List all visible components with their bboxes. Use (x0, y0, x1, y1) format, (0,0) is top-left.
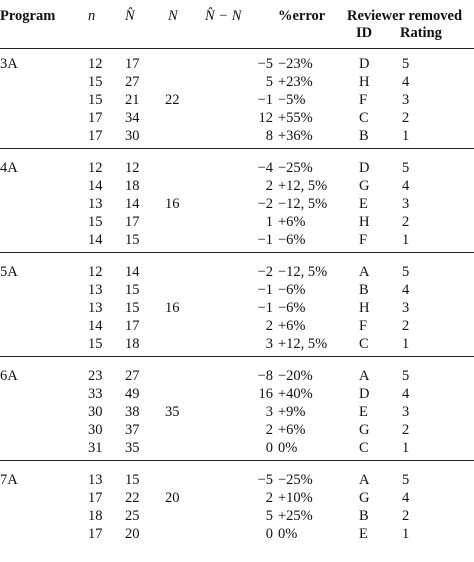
header-difference: N̂ − N (205, 8, 242, 24)
header-reviewer-removed: Reviewer removed (347, 8, 463, 24)
cell-rating: 3 (402, 92, 410, 108)
cell-n: 30 (88, 404, 103, 420)
cell-n: 13 (88, 300, 103, 316)
cell-n: 30 (88, 422, 103, 438)
cell-id: E (359, 526, 368, 542)
cell-diff: 5 (265, 508, 273, 524)
cell-n: 17 (88, 490, 103, 506)
cell-rating: 2 (402, 214, 410, 230)
cell-diff: −1 (257, 92, 273, 108)
cell-id: E (359, 404, 368, 420)
cell-id: C (359, 440, 369, 456)
cell-id: C (359, 336, 369, 352)
cell-n: 23 (88, 368, 103, 384)
group-N-value: 16 (165, 196, 180, 212)
cell-error: +12, 5% (278, 336, 328, 352)
group-rule (0, 356, 474, 357)
program-label: 5A (0, 264, 18, 280)
cell-error: +55% (278, 110, 313, 126)
cell-id: H (359, 300, 370, 316)
cell-error: +6% (278, 422, 306, 438)
cell-n: 14 (88, 178, 103, 194)
cell-rating: 3 (402, 300, 410, 316)
cell-nhat: 15 (125, 472, 140, 488)
cell-rating: 4 (402, 386, 410, 402)
cell-id: B (359, 128, 369, 144)
cell-nhat: 30 (125, 128, 140, 144)
cell-nhat: 38 (125, 404, 140, 420)
group-rule (0, 460, 474, 461)
group-rule (0, 148, 474, 149)
cell-n: 13 (88, 196, 103, 212)
cell-diff: −8 (257, 368, 273, 384)
cell-rating: 5 (402, 264, 410, 280)
cell-diff: 16 (258, 386, 273, 402)
cell-n: 15 (88, 336, 103, 352)
cell-n: 18 (88, 508, 103, 524)
cell-rating: 1 (402, 232, 410, 248)
cell-error: 0% (278, 440, 298, 456)
cell-nhat: 15 (125, 282, 140, 298)
cell-nhat: 18 (125, 336, 140, 352)
cell-error: −23% (278, 56, 313, 72)
cell-n: 12 (88, 160, 103, 176)
cell-error: +25% (278, 508, 313, 524)
cell-nhat: 25 (125, 508, 140, 524)
cell-rating: 2 (402, 110, 410, 126)
header-n: n (88, 8, 96, 24)
program-label: 4A (0, 160, 18, 176)
program-label: 3A (0, 56, 18, 72)
cell-id: H (359, 74, 370, 90)
cell-id: C (359, 110, 369, 126)
cell-diff: 2 (265, 178, 273, 194)
cell-diff: 2 (265, 490, 273, 506)
cell-diff: 3 (265, 404, 273, 420)
cell-rating: 4 (402, 178, 410, 194)
cell-rating: 4 (402, 490, 410, 506)
cell-error: −6% (278, 300, 306, 316)
cell-nhat: 17 (125, 56, 140, 72)
cell-n: 17 (88, 110, 103, 126)
cell-n: 15 (88, 74, 103, 90)
cell-id: D (359, 56, 370, 72)
cell-diff: 2 (265, 318, 273, 334)
cell-nhat: 22 (125, 490, 140, 506)
cell-n: 12 (88, 56, 103, 72)
cell-id: E (359, 196, 368, 212)
cell-diff: −2 (257, 196, 273, 212)
cell-error: +36% (278, 128, 313, 144)
header-rating: Rating (400, 25, 442, 41)
cell-error: +40% (278, 386, 313, 402)
cell-n: 17 (88, 526, 103, 542)
cell-rating: 1 (402, 440, 410, 456)
cell-n: 12 (88, 264, 103, 280)
cell-nhat: 20 (125, 526, 140, 542)
cell-id: G (359, 422, 370, 438)
cell-diff: 5 (265, 74, 273, 90)
cell-id: A (359, 472, 370, 488)
cell-diff: 8 (265, 128, 273, 144)
cell-nhat: 18 (125, 178, 140, 194)
cell-rating: 4 (402, 74, 410, 90)
cell-diff: −4 (257, 160, 273, 176)
cell-rating: 1 (402, 526, 410, 542)
cell-rating: 5 (402, 472, 410, 488)
cell-error: +12, 5% (278, 178, 328, 194)
cell-n: 14 (88, 318, 103, 334)
group-N-value: 35 (165, 404, 180, 420)
cell-error: −20% (278, 368, 313, 384)
cell-rating: 1 (402, 128, 410, 144)
cell-nhat: 49 (125, 386, 140, 402)
cell-id: F (359, 318, 368, 334)
cell-diff: −2 (257, 264, 273, 280)
cell-id: G (359, 490, 370, 506)
cell-rating: 4 (402, 282, 410, 298)
program-label: 7A (0, 472, 18, 488)
cell-nhat: 27 (125, 74, 140, 90)
cell-n: 33 (88, 386, 103, 402)
cell-id: A (359, 264, 370, 280)
cell-id: D (359, 386, 370, 402)
cell-diff: 1 (265, 214, 273, 230)
group-rule (0, 252, 474, 253)
cell-rating: 3 (402, 196, 410, 212)
cell-error: 0% (278, 526, 298, 542)
cell-nhat: 34 (125, 110, 140, 126)
cell-diff: 12 (258, 110, 273, 126)
cell-diff: 0 (265, 526, 273, 542)
cell-nhat: 17 (125, 214, 140, 230)
cell-nhat: 14 (125, 264, 140, 280)
group-N-value: 20 (165, 490, 180, 506)
cell-n: 14 (88, 232, 103, 248)
cell-nhat: 37 (125, 422, 140, 438)
header-rule (0, 48, 474, 49)
cell-n: 13 (88, 282, 103, 298)
cell-rating: 1 (402, 336, 410, 352)
cell-n: 15 (88, 92, 103, 108)
group-N-value: 16 (165, 300, 180, 316)
cell-diff: −1 (257, 232, 273, 248)
cell-id: D (359, 160, 370, 176)
cell-nhat: 17 (125, 318, 140, 334)
header-N: N (168, 8, 178, 24)
cell-diff: −1 (257, 300, 273, 316)
cell-diff: −5 (257, 56, 273, 72)
cell-error: −5% (278, 92, 306, 108)
cell-n: 13 (88, 472, 103, 488)
cell-error: +6% (278, 214, 306, 230)
cell-nhat: 15 (125, 300, 140, 316)
header-percent-error: %error (278, 8, 326, 24)
cell-rating: 3 (402, 404, 410, 420)
cell-nhat: 21 (125, 92, 140, 108)
cell-nhat: 35 (125, 440, 140, 456)
cell-id: F (359, 92, 368, 108)
header-n-hat: N̂ (125, 8, 135, 24)
cell-rating: 5 (402, 368, 410, 384)
cell-diff: 0 (265, 440, 273, 456)
cell-error: +23% (278, 74, 313, 90)
cell-error: +6% (278, 318, 306, 334)
cell-error: −12, 5% (278, 264, 328, 280)
cell-rating: 2 (402, 422, 410, 438)
cell-nhat: 14 (125, 196, 140, 212)
cell-rating: 2 (402, 508, 410, 524)
cell-diff: −1 (257, 282, 273, 298)
cell-diff: 3 (265, 336, 273, 352)
cell-error: −6% (278, 282, 306, 298)
cell-id: A (359, 368, 370, 384)
cell-error: −25% (278, 160, 313, 176)
cell-error: +9% (278, 404, 306, 420)
group-N-value: 22 (165, 92, 180, 108)
cell-error: −6% (278, 232, 306, 248)
cell-rating: 5 (402, 56, 410, 72)
cell-diff: −5 (257, 472, 273, 488)
cell-id: G (359, 178, 370, 194)
cell-error: −25% (278, 472, 313, 488)
cell-id: F (359, 232, 368, 248)
cell-nhat: 12 (125, 160, 140, 176)
cell-nhat: 15 (125, 232, 140, 248)
cell-diff: 2 (265, 422, 273, 438)
header-program: Program (0, 8, 56, 24)
cell-id: H (359, 214, 370, 230)
cell-error: −12, 5% (278, 196, 328, 212)
header-id: ID (356, 25, 373, 41)
cell-n: 15 (88, 214, 103, 230)
program-label: 6A (0, 368, 18, 384)
cell-nhat: 27 (125, 368, 140, 384)
cell-rating: 5 (402, 160, 410, 176)
cell-n: 31 (88, 440, 103, 456)
cell-n: 17 (88, 128, 103, 144)
cell-rating: 2 (402, 318, 410, 334)
cell-id: B (359, 282, 369, 298)
cell-id: B (359, 508, 369, 524)
cell-error: +10% (278, 490, 313, 506)
